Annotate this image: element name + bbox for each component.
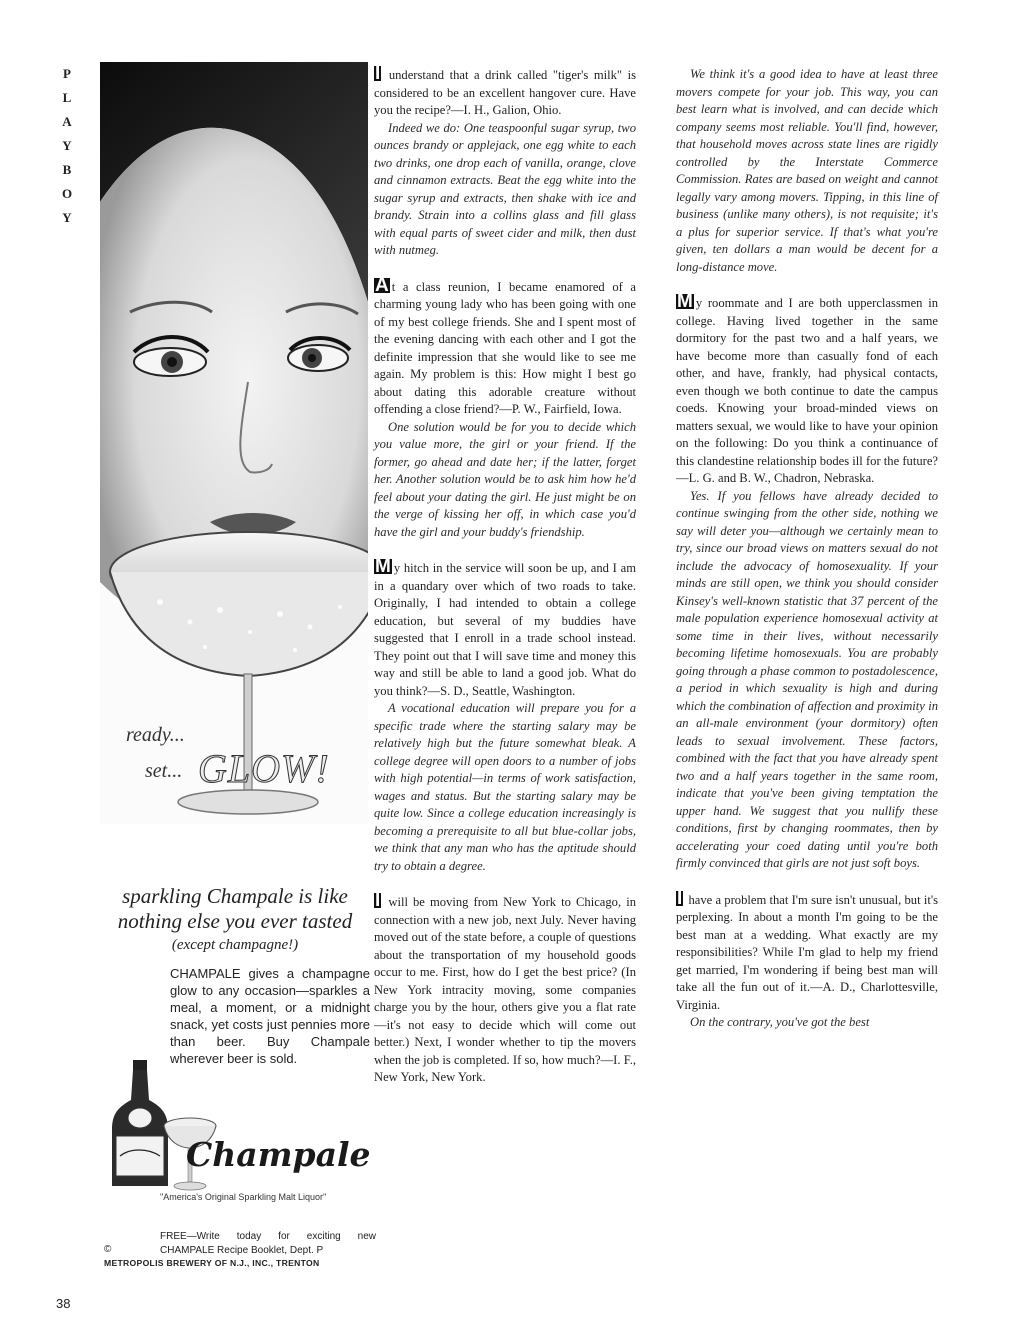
masthead-letter: P bbox=[63, 66, 71, 81]
brewery-address: METROPOLIS BREWERY OF N.J., INC., TRENTON bbox=[104, 1258, 320, 1268]
page-number: 38 bbox=[56, 1296, 71, 1311]
letter-question bbox=[374, 63, 636, 120]
ad-tag-ready: ready... bbox=[126, 724, 185, 746]
letter-answer: Indeed we do: One teaspoonful sugar syrup, two ounces brandy or applejack, one egg white to each two drinks, one drop each of vanilla, orange, clove and cinnamon extracts. Beat the egg white into the sugar syrup and extracts, then shake with ice and brandy. Strain into a collins glass and fill glass with equal parts of sweet cider and milk, then dust with nutmeg. bbox=[374, 120, 636, 257]
ad-headline-line2: nothing else you ever tasted bbox=[117, 909, 353, 933]
masthead-letter: O bbox=[61, 186, 73, 201]
letter-answer: We think it's a good idea to have at least three movers compete for your job. This way, you can best learn what is involved, and can decide which company seems most reliable. You'll find, however, that household moves across state lines are rigidly controlled by the Interstate Commerce Commission. Rates are based on weight and cannot legally vary among movers. Tipping, in this line of business (unlike many others), is not requisite; it's a plus for superior service. If that's what you're given, ten dollars a man would be decent for a long-distance move. bbox=[676, 67, 938, 274]
masthead-letter: B bbox=[62, 162, 72, 177]
brand-tagline: "America's Original Sparkling Malt Liquor" bbox=[160, 1192, 327, 1202]
masthead-letter: A bbox=[62, 114, 72, 129]
letter-question bbox=[374, 556, 636, 700]
drop-cap: I bbox=[375, 890, 381, 911]
masthead-letter: Y bbox=[62, 138, 72, 153]
ad-tag-set: set... bbox=[145, 760, 183, 782]
drop-cap: A bbox=[375, 274, 389, 296]
masthead-letter: Y bbox=[62, 210, 72, 225]
ad-photo bbox=[100, 62, 368, 824]
letter-answer: A vocational education will prepare you for a specific trade where the starting salary may be relatively high but the future somewhat bleak. A college degree will open doors to a number of jobs with high potential—in terms of work satisfaction, wages and status. But the starting salary may be quite low. Since a college education increasingly is becoming a prerequisite to all but blue-collar jobs, we think that any man who has the aptitude should try to obtain a degree. bbox=[374, 701, 636, 873]
letter-answer: On the contrary, you've got the best bbox=[690, 1015, 870, 1029]
letter-question bbox=[676, 291, 938, 488]
copyright-mark: © bbox=[104, 1244, 112, 1255]
drop-cap: M bbox=[677, 291, 693, 312]
question-text: y roommate and I are both upperclassmen in college. Having lived together in the same dormitory for the past two and a half years, we have become more than casually fond of each other, and have, frankly, had physical contacts, even though we both continue to date the campus coeds. Knowing your broad-minded views on matters sexual, we would like to have your opinion on the following: Do you think a continuance of this clandestine relationship bodes ill for the future?—L. G. and B. W., Chadron, Nebraska. bbox=[676, 296, 938, 485]
question-text: t a class reunion, I became enamored of a charming young lady who has been going with one of my best college friends. She and I spent most of the evening dancing with each other and I got the definite impression that she would like to see me again. My problem is this: How might I best go about dating this adorable creature without offending a close friend?—P. W., Fairfield, Iowa. bbox=[374, 279, 636, 416]
letters-column-2 bbox=[676, 66, 938, 1032]
question-text: y hitch in the service will soon be up, and I am in a quandary over which of two roads to take. Originally, I had intended to obtain a college education, but several of my buddies have suggested that I enroll in a trade school instead. They point out that I will save time and money this way and still be able to land a good job. What do you think?—S. D., Seattle, Washington. bbox=[374, 561, 636, 698]
letter-question bbox=[374, 890, 636, 1087]
letters-column-1 bbox=[374, 63, 636, 1087]
drop-cap: I bbox=[375, 63, 381, 84]
drop-cap: I bbox=[677, 887, 683, 909]
free-offer: FREE—Write today for exciting new CHAMPALE Recipe Booklet, Dept. P bbox=[160, 1231, 376, 1256]
masthead bbox=[56, 62, 78, 230]
ad-headline-line3: (except champagne!) bbox=[171, 937, 299, 953]
letter-question bbox=[374, 274, 636, 419]
woman-with-glass-illustration bbox=[100, 62, 368, 824]
ad-tag-glow: GLOW! bbox=[198, 746, 330, 791]
letter-question bbox=[676, 887, 938, 1015]
brand-logo: Champale bbox=[186, 1135, 371, 1174]
ad-headline bbox=[100, 884, 370, 956]
ad-headline-line1: sparkling Champale is like bbox=[122, 884, 348, 908]
masthead-letter: L bbox=[62, 90, 72, 105]
letter-answer: One solution would be for you to decide which you value more, the girl or your friend. If the former, go ahead and date her; if the latter, forget her. Another solution would be to ask him how he'd feel about your dating the girl. He just might be on the verge of kissing her off, in which case you'd have the girl and your buddy's friendship. bbox=[374, 419, 636, 539]
question-text: will be moving from New York to Chicago, in connection with a new job, next July. Never having moved out of the state before, a couple of questions about the transportation of my household goods occur to me. First, how do I get the best price? (In New York intracity moving, some companies charge you by the hour, others give you a flat rate—it's not easy to decide which will come out better.) Next, I wonder whether to tip the movers when the job is completed. If so, how much?—I. F., New York, New York. bbox=[374, 895, 636, 1084]
letter-answer: Yes. If you fellows have already decided to continue swinging from the other side, nothing we say will deter you—although we certainly mean to try, since our broad views on matters sexual do not include the advocacy of homosexuality. If your minds are still open, we think you should consider Kinsey's well-known statistic that 37 percent of the male population experience homosexual activity at some time in their lives, without necessarily becoming lifetime homosexuals. You are probably going through a phase common to postadolescence, a period in which sexuality is high and during which the combination of affection and proximity in an all-male environment (your dormitory) often leads to sexual involvement. These factors, combined with the fact that you have already spent two and a half years together in the same room, indicate that you've been giving temptation the upper hand. We suggest that you nullify these conditions, first by changing roommates, then by accelerating your coed dating until you're both firmly convinced that girls are not just soft boys. bbox=[676, 488, 938, 870]
ad-body-copy: CHAMPALE gives a champagne glow to any occasion—sparkles a meal, a moment, or a midnight snack, yet costs just pennies more than beer. Buy Champale wherever beer is sold. bbox=[170, 966, 370, 1066]
drop-cap: M bbox=[375, 556, 391, 577]
question-text: have a problem that I'm sure isn't unusual, but it's perplexing. In about a month I'm going to be the best man at a wedding. What exactly are my responsibilities? While I'm glad to help my friend get married, I'm wondering if being best man will take all the fun out of it.—A. D., Charlottesville, Virginia. bbox=[676, 892, 938, 1012]
question-text: understand that a drink called "tiger's milk" is considered to be an excellent hangover cure. Have you the recipe?—I. H., Galion, Ohio. bbox=[374, 68, 636, 117]
